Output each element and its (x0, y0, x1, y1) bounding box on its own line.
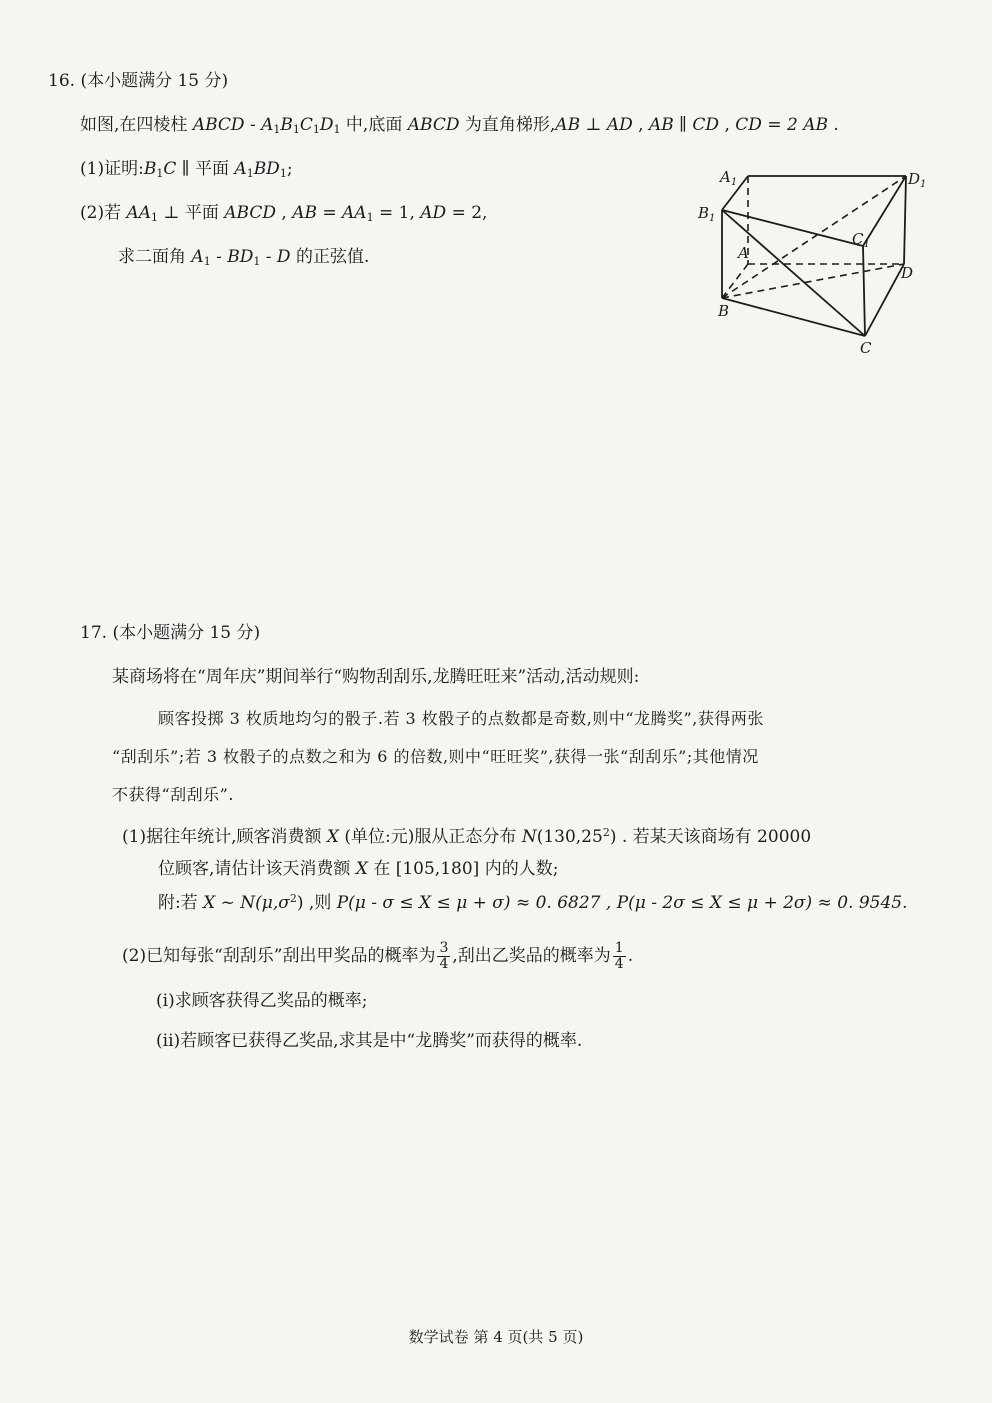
label-c: C (860, 339, 872, 355)
label-a1: $A_1$ (720, 168, 738, 188)
q17-rule-line3: 不获得“刮刮乐”. (112, 785, 234, 804)
page-footer: 数学试卷 第 4 页(共 5 页) (408, 1328, 584, 1346)
q16-part2: (2)若 $AA_1$ ⊥ 平面 ABCD , AB = $AA_1 = 1$, AD = 2, (80, 203, 488, 224)
q17-rule-line2: “刮刮乐”;若 3 枚骰子的点数之和为 6 的倍数,则中“旺旺奖”,获得一张“刮刮乐”;其他情况 (112, 747, 759, 766)
label-c1: $C_1$ (852, 230, 870, 250)
q17-part2: (2)已知每张“刮刮乐”刮出甲奖品的概率为 $\frac{3}{4}$ ,刮出乙奖品的概率为 $\frac{1}{4}$ . (122, 940, 634, 972)
q17-sub-ii: (ii)若顾客已获得乙奖品,求其是中“龙腾奖”而获得的概率. (156, 1031, 583, 1051)
q17-rule-line1: 顾客投掷 3 枚质地均匀的骰子.若 3 枚骰子的点数都是奇数,则中“龙腾奖”,获得两张 (158, 709, 764, 728)
q16-header: 16. (本小题满分 15 分) (48, 71, 229, 91)
q17-sub-i: (i)求顾客获得乙奖品的概率; (156, 991, 368, 1011)
label-b: B (718, 302, 730, 320)
prism-figure (690, 160, 940, 355)
fraction-three-quarters: $\frac{3}{4}$ (439, 940, 449, 972)
q17-intro: 某商场将在“周年庆”期间举行“购物刮刮乐,龙腾旺旺来”活动,活动规则: (112, 667, 640, 687)
q16-intro: 如图,在四棱柱 ABCD - $A_1B_1C_1D_1$ 中,底面 ABCD 为直角梯形,AB ⊥ AD , AB ∥ CD , CD = 2 AB . (80, 115, 839, 136)
label-d: D (901, 264, 914, 282)
q17-appendix: 附:若 X ~ $N(\mu,\sigma^2)$ ,则 P(μ - σ ≤ X ≤ μ + σ) ≈ 0. 6827 , P(μ - 2σ ≤ X ≤ μ + 2σ) ≈ 0. 9545. (158, 892, 908, 913)
label-d1: $D_1$ (908, 170, 927, 190)
q16-part1: (1)证明$:B_1C$ ∥ 平面 $A_1BD_1$; (80, 159, 293, 180)
label-b1: $B_1$ (698, 204, 716, 224)
q17-part1-line2: 位顾客,请估计该天消费额 X 在 [105,180] 内的人数; (158, 859, 559, 879)
q16-part2-ask: 求二面角 $A_1 - BD_1$ - D 的正弦值. (118, 247, 370, 268)
q17-header: 17. (本小题满分 15 分) (80, 623, 261, 643)
q17-part1: (1)据往年统计,顾客消费额 X (单位:元)服从正态分布 N(130,25$^2$) . 若某天该商场有 20000 (122, 826, 812, 847)
fraction-one-quarter: $\frac{1}{4}$ (614, 940, 624, 972)
label-a: A (738, 244, 749, 262)
